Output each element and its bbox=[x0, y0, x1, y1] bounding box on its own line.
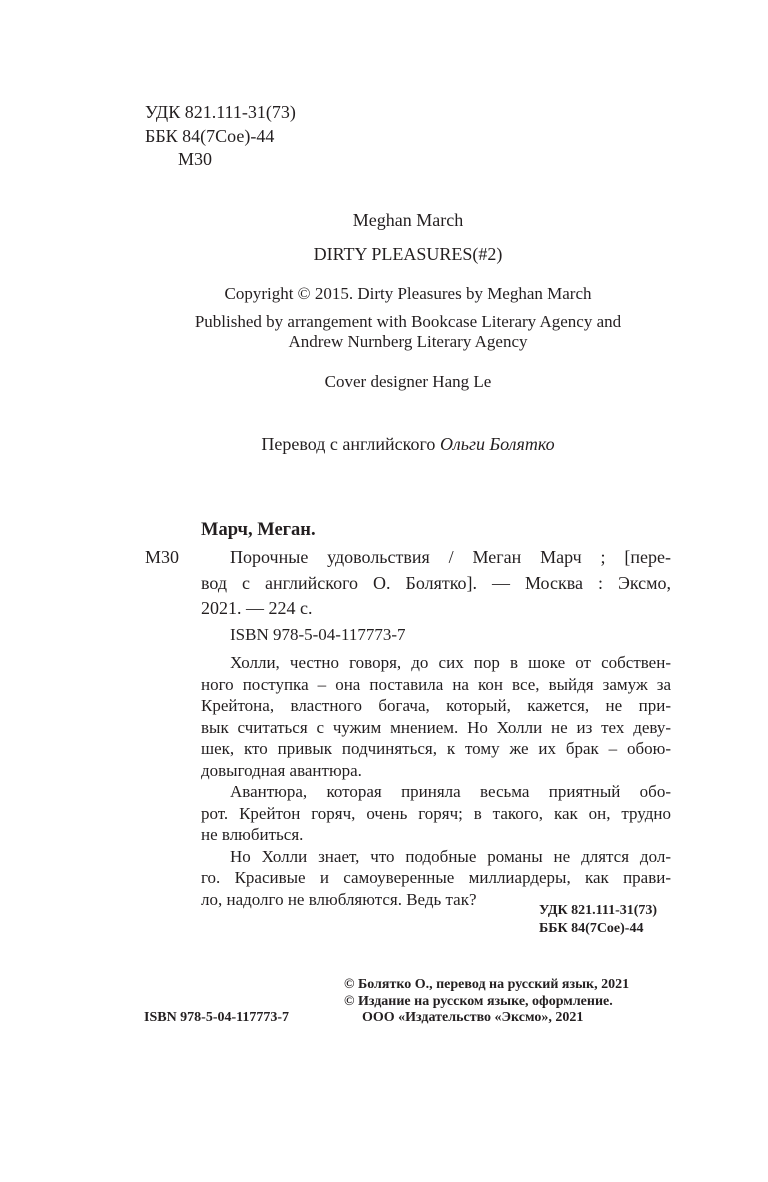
original-title: DIRTY PLEASURES(#2) bbox=[313, 244, 503, 264]
catalog-description-line-2: вод с английского О. Болятко]. — Москва : Эксмо, bbox=[201, 573, 671, 593]
published-line-1: Published by arrangement with Bookcase Literary Agency and bbox=[194, 312, 622, 331]
author-mark-code: М30 bbox=[178, 149, 213, 169]
translator-name: Ольги Болятко bbox=[439, 434, 555, 454]
catalog-description-line-1: Порочные удовольствия / Меган Марч ; [пере- bbox=[230, 547, 671, 567]
cover-designer: Cover designer Hang Le bbox=[324, 372, 492, 391]
udk-code-bottom: УДК 821.111-31(73) bbox=[539, 903, 658, 918]
annotation-line: Но Холли знает, что подобные романы не длятся дол- bbox=[230, 846, 671, 866]
annotation-line: шек, кто привык подчиняться, к тому же их брак – обою- bbox=[201, 739, 671, 758]
catalog-author-heading: Марч, Меган. bbox=[201, 520, 316, 540]
published-line-2: Andrew Nurnberg Literary Agency bbox=[288, 332, 528, 351]
annotation-line: Авантюра, которая приняла весьма приятный обо- bbox=[230, 782, 671, 801]
annotation-line: Холли, честно говоря, до сих пор в шоке от собствен- bbox=[230, 653, 671, 672]
annotation-line: рот. Крейтон горяч, очень горяч; в такого, как он, трудно bbox=[201, 803, 671, 823]
annotation-line: не влюбиться. bbox=[201, 825, 304, 844]
annotation-line: ного поступка – она поставила на кон все, выйдя замуж за bbox=[201, 674, 671, 694]
translation-prefix: Перевод с английского bbox=[261, 434, 440, 454]
udk-code: УДК 821.111-31(73) bbox=[145, 102, 296, 122]
catalog-isbn: ISBN 978-5-04-117773-7 bbox=[230, 625, 406, 644]
annotation bbox=[201, 652, 671, 910]
annotation-line: вык считаться с чужим мнением. Но Холли не из тех деву- bbox=[201, 717, 671, 737]
annotation-line: ло, надолго не влюбляются. Ведь так? bbox=[201, 889, 477, 909]
annotation-line: довыгодная авантюра. bbox=[201, 760, 362, 780]
copyright-line: Copyright © 2015. Dirty Pleasures by Meghan March bbox=[224, 284, 592, 303]
isbn-bottom: ISBN 978-5-04-117773-7 bbox=[144, 1010, 290, 1025]
bbk-code-bottom: ББК 84(7Сое)-44 bbox=[539, 921, 644, 936]
copyright-publisher: ООО «Издательство «Эксмо», 2021 bbox=[362, 1010, 584, 1025]
catalog-description-line-3: 2021. — 224 с. bbox=[201, 598, 313, 618]
translation-credit bbox=[0, 433, 768, 455]
catalog-code: М30 bbox=[145, 547, 180, 567]
copyright-translation: © Болятко О., перевод на русский язык, 2021 bbox=[344, 977, 630, 992]
original-author: Meghan March bbox=[352, 210, 464, 230]
annotation-line: го. Красивые и самоуверенные миллиардеры, как прави- bbox=[201, 868, 671, 887]
annotation-line: Крейтона, властного богача, который, кажется, не при- bbox=[201, 696, 671, 715]
copyright-edition: © Издание на русском языке, оформление. bbox=[344, 994, 613, 1009]
bbk-code: ББК 84(7Сое)-44 bbox=[145, 126, 275, 146]
